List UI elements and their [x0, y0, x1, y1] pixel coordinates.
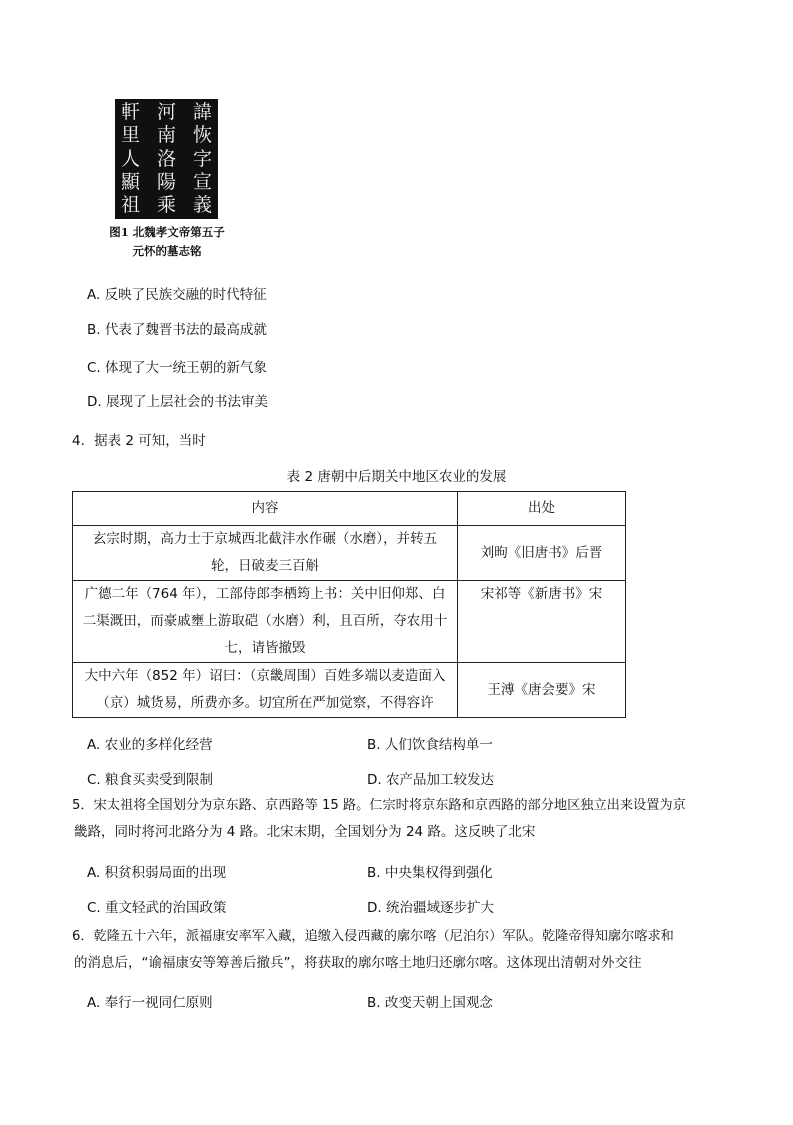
header-source: 出处	[458, 492, 626, 526]
q6-option-a[interactable]: A. 奉行一视同仁原则	[87, 995, 213, 1011]
row-2-content	[73, 581, 458, 663]
rubbing-character: 陽	[156, 170, 176, 193]
figure-caption-line-1: 图1 北魏孝文帝第五子	[109, 225, 225, 239]
rubbing-character: 諱	[192, 101, 212, 123]
figure-caption-line-2: 元怀的墓志铭	[132, 244, 202, 258]
q3-option-a[interactable]: A. 反映了民族交融的时代特征	[87, 287, 267, 303]
q6-stem-line-2: 的消息后，“谕福康安等筹善后撤兵”，将获取的廓尔喀土地归还廓尔喀。这体现出清朝对外交往	[74, 955, 642, 971]
row-3-line-2: （京）城货易，所费亦多。切宜所在严加觉察，不得容许	[96, 695, 434, 711]
agriculture-table	[72, 491, 626, 718]
header-content: 内容	[73, 492, 458, 526]
q6-stem-line-1: 6．乾隆五十六年，派福康安率军入藏，追缴入侵西藏的廓尔喀（尼泊尔）军队。乾隆帝得知廓尔喀求和	[72, 929, 674, 944]
row-3-content	[73, 663, 458, 718]
row-3-line-1: 大中六年（852 年）诏曰：（京畿周围）百姓多端以麦造面入	[84, 668, 446, 684]
row-3-source	[458, 663, 626, 718]
inscription-rubbing-image	[115, 99, 218, 219]
row-1-content	[73, 526, 458, 581]
q5-option-a[interactable]: A. 积贫积弱局面的出现	[87, 865, 227, 881]
q3-option-c[interactable]: C. 体现了大一统王朝的新气象	[87, 360, 268, 376]
table-title: 表 2 唐朝中后期关中地区农业的发展	[286, 469, 507, 485]
q5-option-c[interactable]: C. 重文轻武的治国政策	[87, 900, 227, 916]
row-1-source-text: 刘昫《旧唐书》后晋	[480, 544, 603, 561]
rubbing-character: 南	[156, 124, 176, 147]
q3-option-d[interactable]: D. 展现了上层社会的书法审美	[87, 394, 268, 410]
rubbing-character: 里	[121, 124, 141, 147]
row-1-line-2: 轮，日破麦三百斛	[211, 558, 319, 574]
q5-stem	[72, 792, 732, 846]
rubbing-character: 宣	[192, 170, 212, 193]
row-2-line-2: 二渠溉田，而豪戚壅上游取硙（水磨）利，且百所，夺农用十	[82, 613, 448, 629]
row-1-line-1: 玄宗时期，高力士于京城西北截沣水作碾（水磨），并转五	[92, 531, 438, 547]
rubbing-character: 義	[192, 194, 212, 216]
q5-stem-line-1: 5．宋太祖将全国划分为京东路、京西路等 15 路。仁宗时将京东路和京西路的部分地区独立出来设置为京	[72, 798, 686, 813]
rubbing-character: 祖	[121, 194, 141, 216]
rubbing-character: 洛	[156, 147, 176, 170]
row-3-source-text: 王溥《唐会要》宋	[487, 681, 596, 698]
q4-option-b[interactable]: B. 人们饮食结构单一	[367, 737, 493, 753]
row-1-source	[458, 526, 626, 581]
rubbing-column-2	[157, 103, 176, 215]
figure-caption	[92, 223, 242, 261]
rubbing-character: 顯	[121, 170, 141, 193]
q5-option-d[interactable]: D. 统治疆域逐步扩大	[367, 900, 494, 916]
table-row	[73, 581, 626, 663]
q6-option-b[interactable]: B. 改变天朝上国观念	[367, 995, 493, 1011]
table-header-row	[73, 492, 626, 526]
rubbing-character: 乘	[156, 194, 176, 216]
table-row	[73, 526, 626, 581]
rubbing-character: 軒	[121, 101, 141, 123]
q5-stem-line-2: 畿路，同时将河北路分为 4 路。北宋末期，全国划分为 24 路。这反映了北宋	[74, 824, 536, 840]
table-row	[73, 663, 626, 718]
row-2-source	[458, 581, 626, 663]
q4-option-c[interactable]: C. 粮食买卖受到限制	[87, 772, 214, 788]
rubbing-character: 字	[192, 147, 212, 170]
q3-option-b[interactable]: B. 代表了魏晋书法的最高成就	[87, 322, 267, 338]
rubbing-character: 人	[121, 147, 141, 170]
q6-stem	[72, 923, 732, 977]
row-2-source-text: 宋祁等《新唐书》宋	[480, 586, 603, 602]
q4-option-d[interactable]: D. 农产品加工较发达	[367, 772, 494, 788]
rubbing-character: 河	[156, 101, 176, 123]
row-2-line-1: 广德二年（764 年），工部侍郎李栖筠上书：关中旧仰郑、白	[84, 586, 446, 602]
row-2-line-3: 七，请皆撤毁	[224, 640, 306, 656]
rubbing-column-3	[121, 103, 140, 215]
q4-stem: 4．据表 2 可知，当时	[72, 433, 206, 449]
q4-option-a[interactable]: A. 农业的多样化经营	[87, 737, 213, 753]
q5-option-b[interactable]: B. 中央集权得到强化	[367, 865, 493, 881]
rubbing-character: 恢	[192, 124, 212, 147]
rubbing-column-1	[193, 103, 212, 215]
